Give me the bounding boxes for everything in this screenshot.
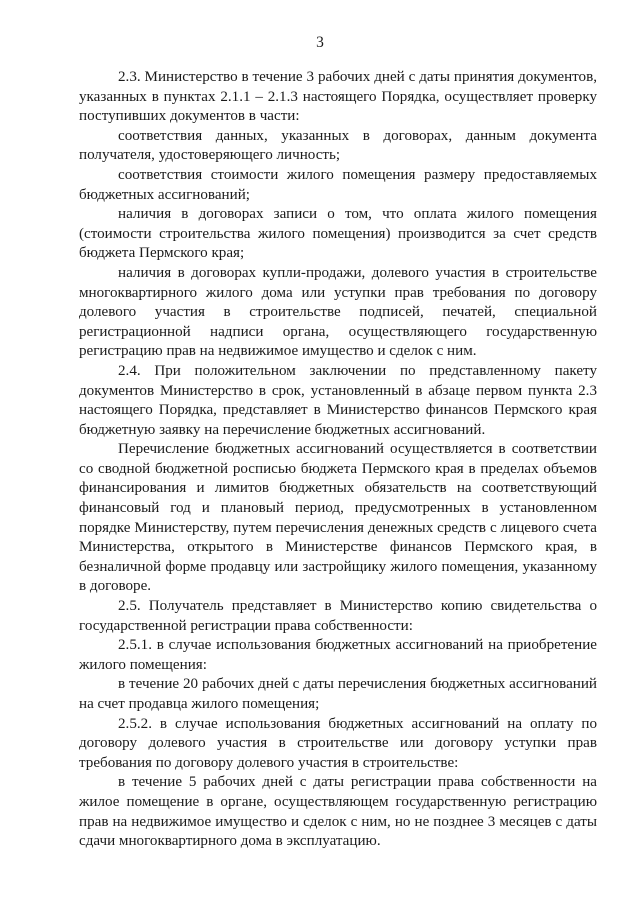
paragraph-2-5-1: 2.5.1. в случае использования бюджетных ассигнований на приобретение жилого помещения:	[79, 637, 597, 673]
page-number: 3	[316, 34, 324, 51]
paragraph-2-5: 2.5. Получатель представляет в Министерство копию свидетельства о государственной регистрации права собственности:	[79, 598, 597, 634]
paragraph-2-4: 2.4. При положительном заключении по представленному пакету документов Министерство в срок, установленный в абзаце первом пункта 2.3 настоящего Порядка, представляет в Министерство финансов Пермского края бюджетную заявку на перечисление бюджетных ассигнований.	[79, 362, 597, 438]
paragraph-check-signatures: наличия в договорах купли-продажи, долевого участия в строительстве многоквартирного жилого дома или уступки прав требования по договору долевого участия в строительстве подписей, печатей, специальной регистрационной надписи органа, осуществляющего государственную регистрацию прав на недвижимое имущество и сделок с ним.	[79, 264, 597, 360]
paragraph-2-5-1-term: в течение 20 рабочих дней с даты перечисления бюджетных ассигнований на счет продавца жилого помещения;	[79, 676, 597, 712]
paragraph-2-5-2: 2.5.2. в случае использования бюджетных ассигнований на оплату по договору долевого участия в строительстве или договору уступки прав требования по договору долевого участия в строительстве:	[79, 715, 597, 771]
paragraph-check-cost: соответствия стоимости жилого помещения размеру предоставляемых бюджетных ассигнований;	[79, 166, 597, 203]
paragraph-2-3: 2.3. Министерство в течение 3 рабочих дней с даты принятия документов, указанных в пунктах 2.1.1 – 2.1.3 настоящего Порядка, осуществляет проверку поступивших документов в части:	[79, 69, 597, 125]
document-body	[79, 68, 597, 852]
paragraph-check-payment-record: наличия в договорах записи о том, что оплата жилого помещения (стоимости строительства жилого помещения) производится за счет средств бюджета Пермского края;	[79, 206, 597, 262]
paragraph-2-5-2-term: в течение 5 рабочих дней с даты регистрации права собственности на жилое помещение в органе, осуществляющем государственную регистрацию прав на недвижимое имущество и сделок с ним, но не позднее 3 месяцев с даты сдачи многоквартирного дома в эксплуатацию.	[79, 774, 597, 850]
paragraph-check-identity: соответствия данных, указанных в договорах, данным документа получателя, удостоверяющего личность;	[79, 127, 597, 164]
paragraph-transfer: Перечисление бюджетных ассигнований осуществляется в соответствии со сводной бюджетной росписью бюджета Пермского края в пределах объемов финансирования и лимитов бюджетных обязательств на соответствующий финансовый год и плановый период, предусмотренных в установленном порядке Министерству, путем перечисления денежных средств с лицевого счета Министерства, открытого в Министерстве финансов Пермского края, в безналичной форме продавцу или застройщику жилого помещения, указанному в договоре.	[79, 441, 597, 595]
